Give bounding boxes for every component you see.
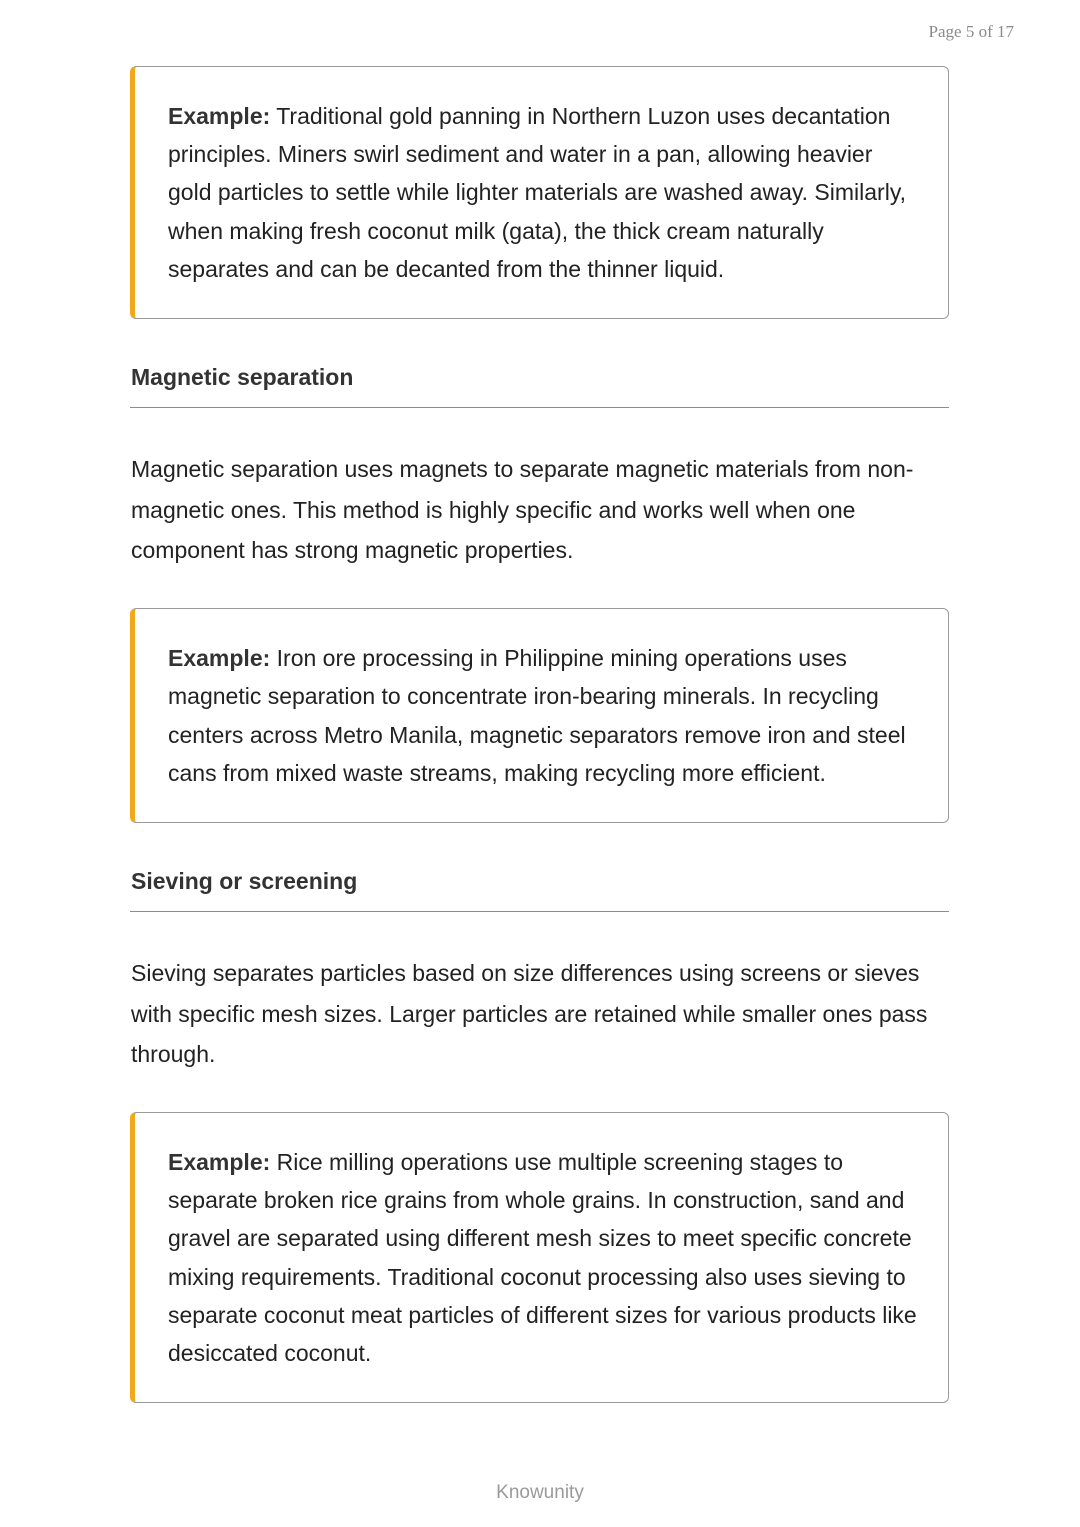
section-heading-sieving: Sieving or screening	[131, 868, 358, 894]
example-body: Rice milling operations use multiple screening stages to separate broken rice grains from whole grains. In construction, sand and gravel are separated using different mesh sizes to meet specific concrete mixing requirements. Traditional coconut processing also uses sieving to separate coconut meat particles of different sizes for various products like desiccated coconut.	[168, 1148, 917, 1366]
example-callout-text	[168, 639, 918, 792]
example-label: Example:	[168, 1148, 271, 1175]
example-callout-magnetic	[130, 608, 949, 823]
example-callout-text	[168, 1143, 918, 1372]
section-heading-magnetic-separation: Magnetic separation	[131, 364, 354, 390]
example-callout-text	[168, 97, 918, 288]
example-body: Iron ore processing in Philippine mining operations uses magnetic separation to concentrate iron-bearing minerals. In recycling centers across Metro Manila, magnetic separators remove iron and steel cans from mixed waste streams, making recycling more efficient.	[168, 645, 906, 786]
example-callout-sieving	[130, 1112, 949, 1403]
example-label: Example:	[168, 645, 271, 672]
paragraph-magnetic-separation: Magnetic separation uses magnets to separate magnetic materials from non-magnetic ones. This method is highly specific and works well when one component has strong magnetic properties.	[131, 456, 914, 563]
footer-brand-logo: Knowunity	[496, 1482, 584, 1503]
section-divider	[130, 911, 949, 912]
paragraph-sieving: Sieving separates particles based on size differences using screens or sieves with specific mesh sizes. Larger particles are retained while smaller ones pass through.	[131, 960, 928, 1067]
section-divider	[130, 407, 949, 408]
example-label: Example:	[168, 102, 271, 129]
page-number: Page 5 of 17	[928, 22, 1014, 41]
example-callout-decantation	[130, 66, 949, 319]
example-body: Traditional gold panning in Northern Luzon uses decantation principles. Miners swirl sediment and water in a pan, allowing heavier gold particles to settle while lighter materials are washed away. Similarly, when making fresh coconut milk (gata), the thick cream naturally separates and can be decanted from the thinner liquid.	[168, 102, 907, 282]
